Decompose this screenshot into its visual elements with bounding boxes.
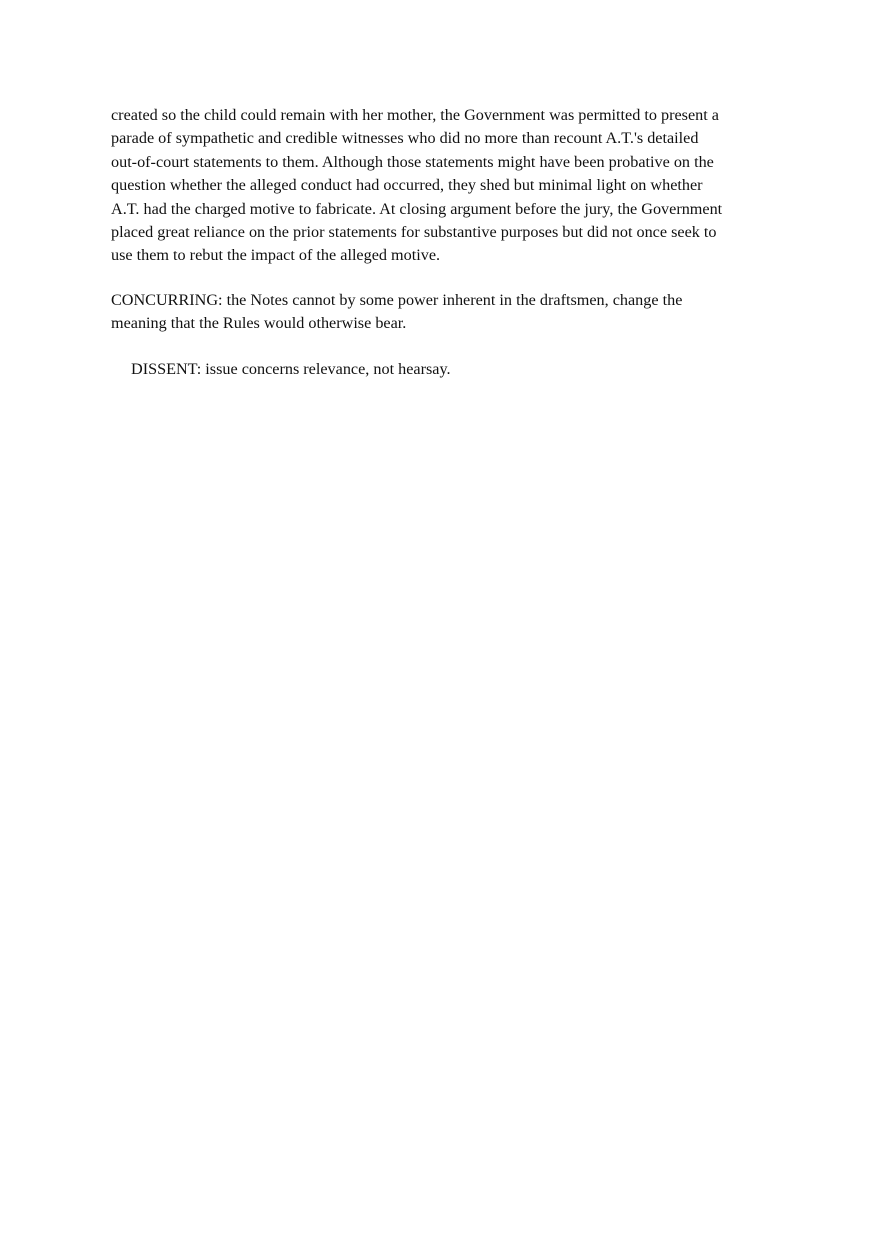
text-line: DISSENT: issue concerns relevance, not hearsay.: [131, 360, 451, 378]
text-line: use them to rebut the impact of the alleged motive.: [111, 246, 441, 265]
text-line: out-of-court statements to them. Although those statements might have been probative on the: [111, 152, 714, 171]
text-line: A.T. had the charged motive to fabricate. At closing argument before the jury, the Government: [111, 199, 723, 218]
text-line: question whether the alleged conduct had occurred, they shed but minimal light on whether: [111, 176, 703, 195]
text-line: meaning that the Rules would otherwise bear.: [111, 314, 407, 333]
opinion-paragraph: [111, 104, 722, 268]
dissent-paragraph: [131, 358, 451, 381]
concurring-paragraph: [111, 289, 682, 336]
text-line: CONCURRING: the Notes cannot by some power inherent in the draftsmen, change the: [111, 291, 683, 309]
text-line: placed great reliance on the prior statements for substantive purposes but did not once seek to: [111, 222, 717, 241]
text-line: parade of sympathetic and credible witnesses who did no more than recount A.T.'s detailed: [111, 129, 699, 148]
text-line: created so the child could remain with her mother, the Government was permitted to present a: [111, 106, 719, 124]
